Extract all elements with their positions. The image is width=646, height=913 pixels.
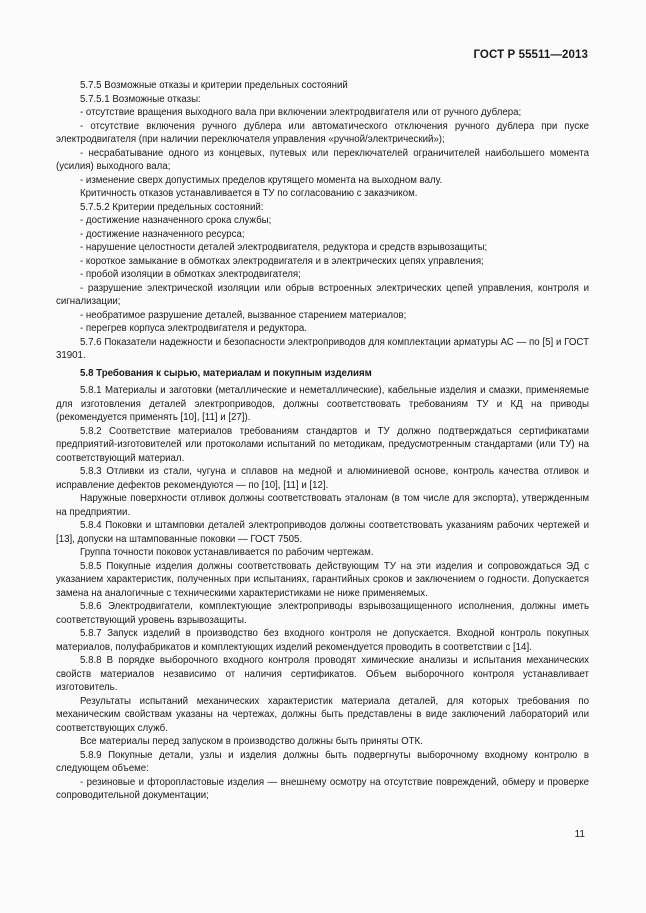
paragraph: 5.8.2 Соответствие материалов требованиям стандартов и ТУ должно подтверждаться сертификатами предприятий-изготовителей или протоколами испытаний по методикам, предусмотренным стандартами (или ТУ) на соответствующий материал.: [56, 425, 589, 464]
paragraph: 5.8.7 Запуск изделий в производство без входного контроля не допускается. Входной контроль покупных материалов, полуфабрикатов и комплектующих изделий рекомендуется проводить в соответствии с [14].: [56, 628, 589, 653]
list-item: - перегрев корпуса электродвигателя и редуктора.: [80, 323, 307, 334]
paragraph: 5.8.3 Отливки из стали, чугуна и сплавов на медной и алюминиевой основе, контроль качества отливок и исправление дефектов рекомендуются — по [10], [11] и [12].: [56, 466, 589, 491]
list-item: - отсутствие включения ручного дублера или автоматического отключения ручного дублера при пуске электродвигателя (при наличии переключателя управления «ручной/электрический»);: [56, 120, 589, 145]
paragraph: 5.8.9 Покупные детали, узлы и изделия должны быть подвергнуты выборочному входному контролю в следующем объеме:: [56, 749, 589, 774]
paragraph: 5.7.6 Показатели надежности и безопасности электроприводов для комплектации арматуры АС — по [5] и ГОСТ 31901.: [56, 336, 589, 361]
list-item: - резиновые и фторопластовые изделия — внешнему осмотру на отсутствие повреждений, обмеру и проверке сопроводительной документации;: [56, 776, 589, 801]
list-item: - короткое замыкание в обмотках электродвигателя и в электрических цепях управления;: [80, 255, 484, 267]
paragraph: 5.8.1 Материалы и заготовки (металлические и неметаллические), кабельные изделия и смазки, применяемые для изготовления деталей электроприводов, должны соответствовать требованиям ТУ и КД на приводы (рекомендуется применять [10], [11] и [27]).: [56, 385, 589, 423]
standard-header: ГОСТ Р 55511—2013: [473, 49, 588, 61]
paragraph: 5.7.5.1 Возможные отказы:: [80, 93, 201, 105]
list-item: - пробой изоляции в обмотках электродвигателя;: [80, 269, 301, 280]
list-item: - отсутствие вращения выходного вала при включении электродвигателя или от ручного дублера;: [80, 107, 522, 118]
paragraph: 5.7.5.2 Критерии предельных состояний:: [80, 201, 264, 213]
list-item: - нарушение целостности деталей электродвигателя, редуктора и средств взрывозащиты;: [80, 242, 488, 253]
list-item: - разрушение электрической изоляции или обрыв встроенных электрических цепей управления, контроля и сигнализации;: [56, 282, 589, 307]
paragraph: Результаты испытаний механических характеристик материала деталей, для которых требования по механическим свойствам указаны на чертежах, должны быть представлены в виде заключений лабораторий или соответствующих служб.: [56, 695, 589, 734]
paragraph: Группа точности поковок устанавливается по рабочим чертежам.: [80, 547, 374, 558]
document-body: [56, 79, 589, 803]
page-number: 11: [574, 829, 585, 840]
paragraph: 5.7.5 Возможные отказы и критерии предельных состояний: [80, 80, 348, 91]
list-item: - достижение назначенного срока службы;: [80, 215, 272, 226]
list-item: - несрабатывание одного из концевых, путевых или переключателей ограничителей наибольшего момента (усилия) выходного вала;: [56, 147, 589, 172]
list-item: - изменение сверх допустимых пределов крутящего момента на выходном валу.: [80, 174, 443, 186]
paragraph: 5.8.5 Покупные изделия должны соответствовать действующим ТУ на эти изделия и сопровождаться ЭД с указанием характеристик, полученных при испытаниях, гарантийных сроков и заключением о годности. Допускается замена на аналогичные с техническими характеристиками не ниже применяемых.: [56, 560, 589, 599]
paragraph: Все материалы перед запуском в производство должны быть приняты ОТК.: [80, 736, 423, 747]
list-item: - достижение назначенного ресурса;: [80, 228, 245, 240]
paragraph: 5.8.4 Поковки и штамповки деталей электроприводов должны соответствовать указаниям рабочих чертежей и [13], допуски на штампованные поковки — ГОСТ 7505.: [56, 520, 589, 545]
paragraph: Критичность отказов устанавливается в ТУ по согласованию с заказчиком.: [80, 188, 418, 199]
section-heading: 5.8 Требования к сырью, материалам и покупным изделиям: [80, 367, 372, 379]
paragraph: 5.8.8 В порядке выборочного входного контроля проводят химические анализы и испытания механических свойств материалов независимо от наличия сертификатов. Объем выборочного контроля устанавливает изготовитель.: [56, 655, 589, 693]
list-item: - необратимое разрушение деталей, вызванное старением материалов;: [80, 309, 407, 321]
paragraph: Наружные поверхности отливок должны соответствовать эталонам (в том числе для экспорта), утвержденным на предприятии.: [56, 493, 589, 518]
paragraph: 5.8.6 Электродвигатели, комплектующие электроприводы взрывозащищенного исполнения, должны иметь соответствующий уровень взрывозащиты.: [56, 601, 589, 626]
